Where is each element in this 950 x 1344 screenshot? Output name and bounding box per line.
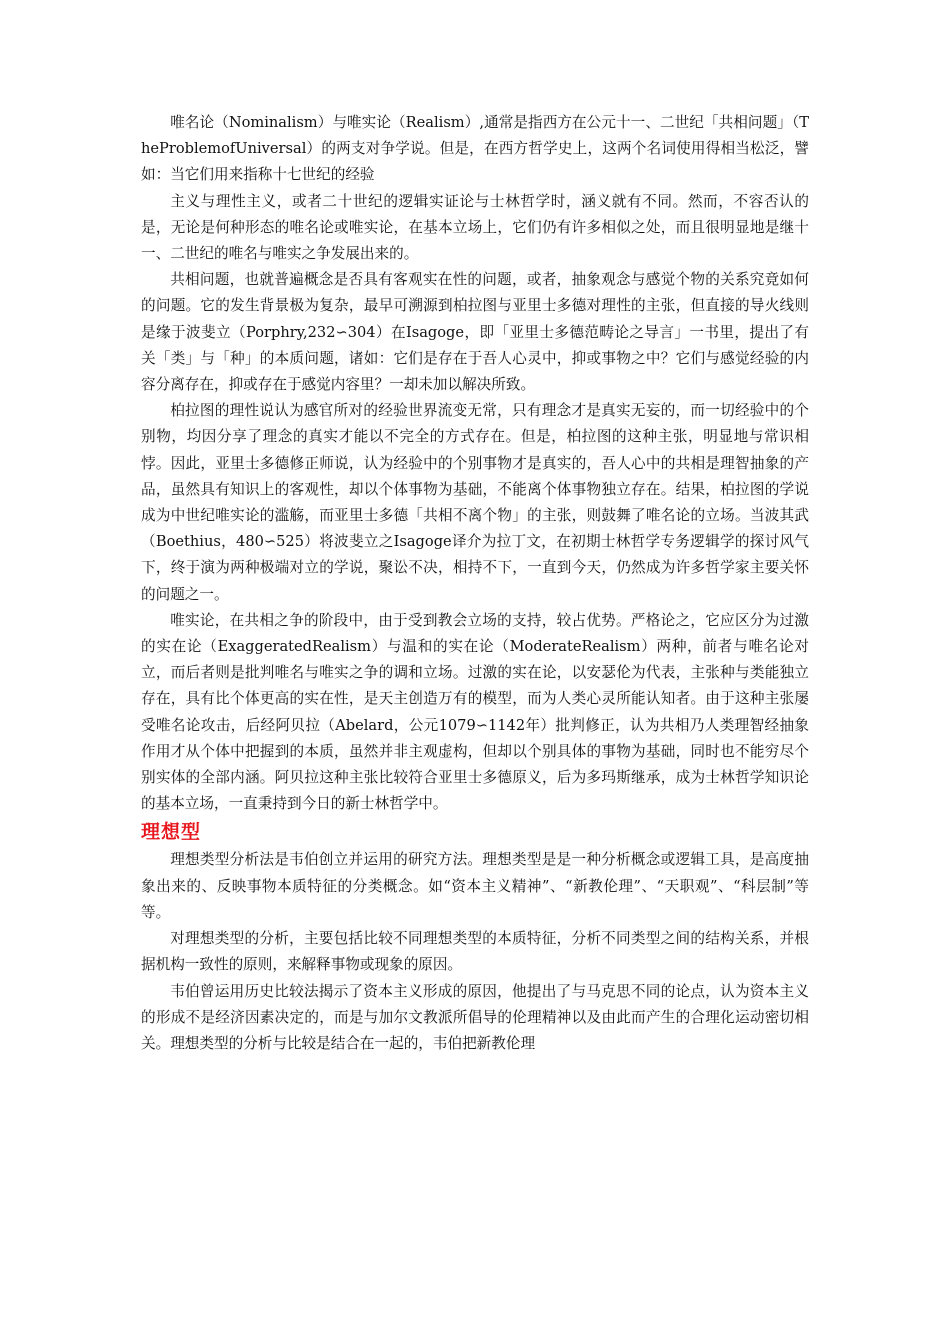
paragraph-empiricism-rationalism: 主义与理性主义，或者二十世纪的逻辑实证论与士林哲学时，涵义就有不同。然而，不容否认的是，无论是何种形态的唯名论或唯实论，在基本立场上，它们仍有许多相似之处，而且很明显地是继十一、二世纪的唯名与唯实之争发展出来的。	[141, 192, 809, 263]
paragraph-realism: 唯实论，在共相之争的阶段中，由于受到教会立场的支持，较占优势。严格论之，它应区分为过激的实在论（ExaggeratedRealism）与温和的实在论（ModerateRealism）两种，前者与唯名论对立，而后者则是批判唯名与唯实之争的调和立场。过激的实在论，以安瑟伦为代表，主张种与类能独立存在，具有比个体更高的实在性，是天主创造万有的模型，而为人类心灵所能认知者。由于这种主张屡受唯名论攻击，后经阿贝拉（Abelard，公元1079∽1142年）批判修正，认为共相乃人类理智经抽象作用才从个体中把握到的本质，虽然并非主观虚构，但却以个别具体的事物为基础，同时也不能穷尽个别实体的全部内涵。阿贝拉这种主张比较符合亚里士多德原义，后为多玛斯继承，成为士林哲学知识论的基本立场，一直秉持到今日的新士林哲学中。	[141, 611, 809, 813]
section-heading-ideal-type: 理想型	[141, 821, 202, 844]
paragraph-ideal-type-analysis: 对理想类型的分析，主要包括比较不同理想类型的本质特征，分析不同类型之间的结构关系，并根据机构一致性的原则，来解释事物或现象的原因。	[141, 930, 809, 974]
paragraph-plato-aristotle: 柏拉图的理性说认为感官所对的经验世界流变无常，只有理念才是真实无妄的，而一切经验中的个别物，均因分享了理念的真实才能以不完全的方式存在。但是，柏拉图的这种主张，明显地与常识相悖。因此，亚里士多德修正师说，认为经验中的个别事物才是真实的，吾人心中的共相是理智抽象的产品，虽然具有知识上的客观性，却以个体事物为基础，不能离个体事物独立存在。结果，柏拉图的学说成为中世纪唯实论的滥觞，而亚里士多德「共相不离个物」的主张，则鼓舞了唯名论的立场。当波其武（Boethius，480∽525）将波斐立之Isagoge译介为拉丁文，在初期士林哲学专务逻辑学的探讨风气下，终于演为两种极端对立的学说，聚讼不决，相持不下，一直到今天，仍然成为许多哲学家主要关怀的问题之一。	[141, 402, 809, 603]
paragraph-nominalism-intro: 唯名论（Nominalism）与唯实论（Realism）,通常是指西方在公元十一、二世纪「共相问题」（TheProblemofUniversal）的两支对争学说。但是，在西方哲学史上，这两个名词使用得相当松泛，譬如：当它们用来指称十七世纪的经验	[141, 114, 809, 184]
paragraph-weber-capitalism: 韦伯曾运用历史比较法揭示了资本主义形成的原因，他提出了与马克思不同的论点，认为资本主义的形成不是经济因素决定的，而是与加尔文教派所倡导的伦理精神以及由此而产生的合理化运动密切相关。理想类型的分析与比较是结合在一起的，韦伯把新教伦理	[141, 982, 809, 1052]
document-page	[141, 110, 809, 1057]
paragraph-ideal-type-method: 理想类型分析法是韦伯创立并运用的研究方法。理想类型是是一种分析概念或逻辑工具，是高度抽象出来的、反映事物本质特征的分类概念。如“资本主义精神”、“新教伦理”、“天职观”、“科层制”等等。	[141, 851, 809, 921]
paragraph-universals-problem: 共相问题，也就普遍概念是否具有客观实在性的问题，或者，抽象观念与感觉个物的关系究竟如何的问题。它的发生背景极为复杂，最早可溯源到柏拉图与亚里士多德对理性的主张，但直接的导火线则是缘于波斐立（Porphry,232∽304）在Isagoge，即「亚里士多德范畴论之导言」一书里，提出了有关「类」与「种」的本质问题，诸如：它们是存在于吾人心灵中，抑或事物之中？它们与感觉经验的内容分离存在，抑或存在于感觉内容里？一却未加以解决所致。	[141, 271, 809, 394]
